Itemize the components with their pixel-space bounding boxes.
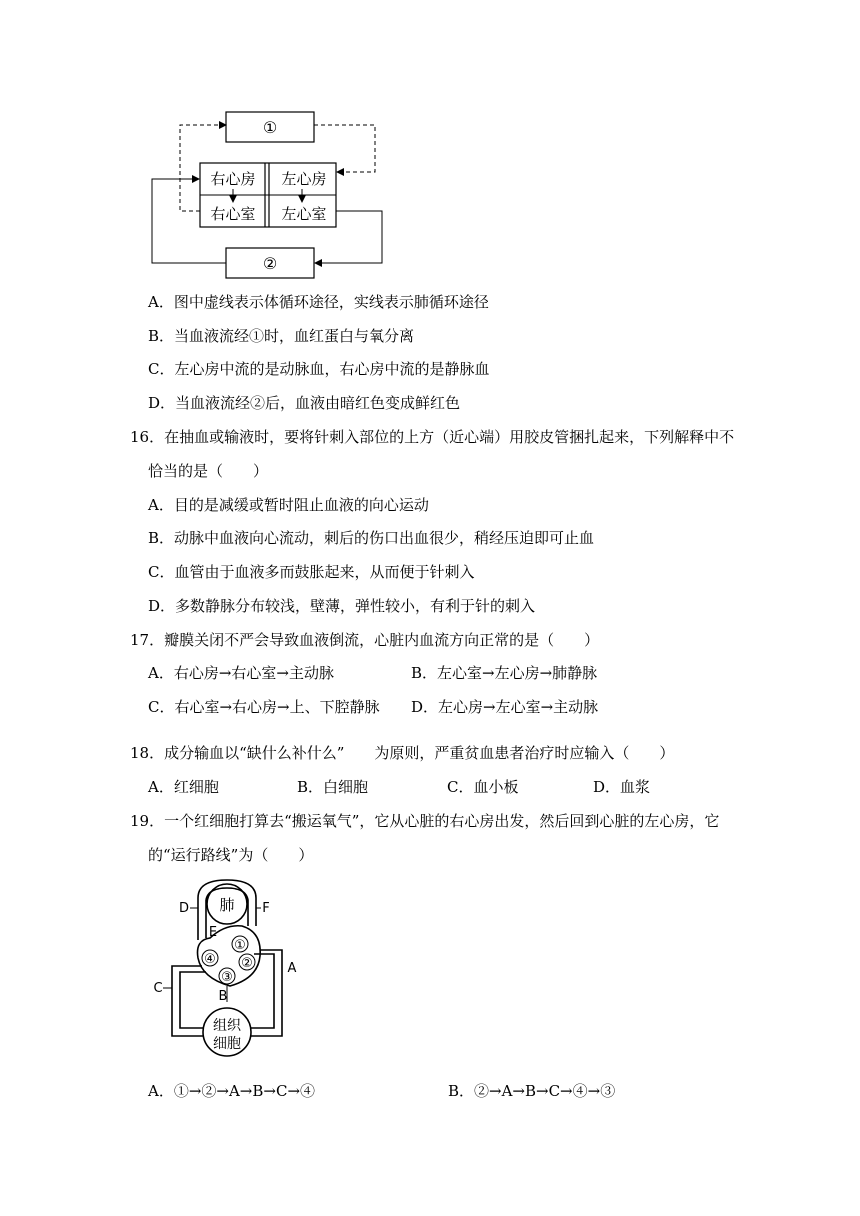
q16-option-c[interactable]: C．血管由于血液多而鼓胀起来，从而便于针刺入 [148, 563, 475, 581]
left-atrium-label: 左心房 [281, 170, 327, 188]
q16-option-a[interactable]: A．目的是减缓或暂时阻止血液的向心运动 [148, 496, 429, 514]
label-c: C [153, 981, 163, 996]
tissue-label-2: 细胞 [213, 1036, 241, 1052]
blood-circulation-diagram [150, 878, 310, 1068]
chamber-1: ① [234, 938, 246, 953]
chamber-2: ② [241, 956, 253, 971]
right-atrium-label: 右心房 [210, 170, 256, 188]
lung-label: 肺 [219, 896, 235, 914]
q15-option-a[interactable]: A．图中虚线表示体循环途径，实线表示肺循环途径 [148, 293, 489, 311]
label-e: E [208, 925, 218, 940]
label-b: B [218, 989, 228, 1004]
q19-stem-line1: 19．一个红细胞打算去“搬运氧气”，它从心脏的右心房出发，然后回到心脏的左心房，它 [130, 812, 720, 830]
right-ventricle-label: 右心室 [210, 205, 256, 223]
label-a: A [287, 961, 297, 976]
chamber-4: ④ [204, 952, 216, 967]
q16-stem-line1: 16．在抽血或输液时，要将针刺入部位的上方（近心端）用胶皮管捆扎起来，下列解释中不 [130, 428, 735, 446]
q15-option-d[interactable]: D．当血液流经②后，血液由暗红色变成鲜红色 [148, 394, 461, 412]
left-ventricle-label: 左心室 [281, 205, 327, 223]
box-2-label: ② [262, 254, 278, 273]
q18-option-a[interactable]: A．红细胞 [148, 778, 219, 796]
q17-option-d[interactable]: D．左心房→左心室→主动脉 [411, 698, 599, 716]
circulation-diagram [140, 105, 400, 285]
label-f: F [262, 901, 270, 916]
tissue-label-1: 组织 [213, 1018, 241, 1034]
q17-stem: 17．瓣膜关闭不严会导致血液倒流，心脏内血流方向正常的是（ ） [130, 631, 600, 649]
chamber-3: ③ [221, 970, 233, 985]
q18-option-d[interactable]: D．血浆 [593, 778, 651, 796]
q16-option-b[interactable]: B．动脉中血液向心流动，刺后的伤口出血很少，稍经压迫即可止血 [148, 529, 595, 547]
q16-option-d[interactable]: D．多数静脉分布较浅，壁薄，弹性较小，有利于针的刺入 [148, 597, 536, 615]
label-d: D [178, 901, 190, 916]
q17-option-b[interactable]: B．左心室→左心房→肺静脉 [411, 664, 598, 682]
q19-option-a[interactable]: A．①→②→A→B→C→④ [148, 1082, 316, 1100]
q18-option-c[interactable]: C．血小板 [447, 778, 519, 796]
box-1-label: ① [262, 118, 278, 137]
q17-option-a[interactable]: A．右心房→右心室→主动脉 [148, 664, 334, 682]
q19-stem-line2: 的“运行路线”为（ ） [148, 846, 314, 864]
q16-stem-line2: 恰当的是（ ） [148, 462, 269, 480]
q19-option-b[interactable]: B．②→A→B→C→④→③ [448, 1082, 616, 1100]
q18-option-b[interactable]: B．白细胞 [297, 778, 369, 796]
q15-option-c[interactable]: C．左心房中流的是动脉血，右心房中流的是静脉血 [148, 360, 490, 378]
q17-option-c[interactable]: C．右心室→右心房→上、下腔静脉 [148, 698, 380, 716]
q15-option-b[interactable]: B．当血液流经①时，血红蛋白与氧分离 [148, 327, 415, 345]
q18-stem: 18．成分输血以“缺什么补什么” 为原则，严重贫血患者治疗时应输入（ ） [130, 744, 675, 762]
